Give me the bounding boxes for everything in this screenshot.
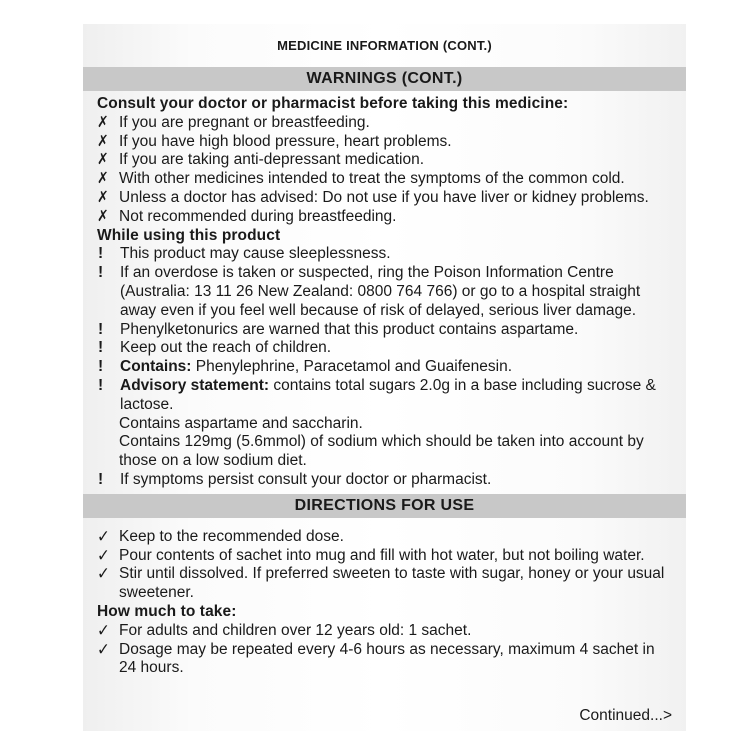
cross-mark-icon: ✗ bbox=[97, 151, 109, 169]
directions-section-bar: DIRECTIONS FOR USE bbox=[83, 494, 686, 518]
list-item-text: If you have high blood pressure, heart problems. bbox=[119, 132, 452, 150]
list-item-text: If symptoms persist consult your doctor or pharmacist. bbox=[120, 470, 492, 488]
list-item bbox=[97, 547, 676, 566]
check-mark-icon: ✓ bbox=[97, 620, 110, 640]
list-item bbox=[97, 151, 676, 170]
exclamation-icon: ! bbox=[98, 339, 104, 357]
continued-label: Continued...> bbox=[579, 707, 672, 724]
list-item-text: Pour contents of sachet into mug and fill with hot water, but not boiling water. bbox=[119, 546, 645, 564]
contains-value: Phenylephrine, Paracetamol and Guaifenesin. bbox=[191, 358, 513, 376]
list-item bbox=[97, 208, 676, 227]
list-item bbox=[97, 133, 676, 152]
advisory-label: Advisory statement: bbox=[120, 376, 270, 394]
list-item bbox=[97, 264, 676, 320]
exclamation-icon: ! bbox=[98, 264, 104, 282]
directions-section bbox=[83, 518, 686, 678]
advisory-value: contains total sugars 2.0g in a base including sucrose & lactose. bbox=[120, 376, 656, 413]
list-item-text: If an overdose is taken or suspected, ring the Poison Information Centre (Australia: 13 11 26 New Zealand: 0800 764 766) or go to a hospital straight away even if you feel well because of risk of delayed, serious liver damage. bbox=[120, 264, 641, 319]
list-item-text: For adults and children over 12 years old: 1 sachet. bbox=[119, 621, 472, 639]
check-mark-icon: ✓ bbox=[97, 545, 110, 565]
warnings-section bbox=[83, 91, 686, 490]
list-item-text: Not recommended during breastfeeding. bbox=[119, 207, 397, 225]
advisory-text bbox=[120, 377, 676, 415]
list-item-text: This product may cause sleeplessness. bbox=[120, 245, 391, 263]
list-item-text: Keep to the recommended dose. bbox=[119, 527, 344, 545]
exclamation-icon: ! bbox=[98, 470, 104, 488]
exclamation-icon: ! bbox=[98, 320, 104, 338]
check-mark-icon: ✓ bbox=[97, 639, 110, 659]
list-item bbox=[97, 471, 676, 490]
advisory-item bbox=[97, 377, 676, 415]
exclamation-icon: ! bbox=[98, 358, 104, 376]
page-title: MEDICINE INFORMATION (CONT.) bbox=[277, 38, 492, 53]
exclamation-icon: ! bbox=[98, 245, 104, 263]
list-item bbox=[97, 528, 676, 547]
warnings-section-bar: WARNINGS (CONT.) bbox=[83, 67, 686, 91]
while-using-heading: While using this product bbox=[97, 226, 281, 244]
list-item-text: Unless a doctor has advised: Do not use if you have liver or kidney problems. bbox=[119, 188, 649, 206]
cross-mark-icon: ✗ bbox=[97, 132, 109, 150]
advisory-paragraph: Contains 129mg (5.6mmol) of sodium which should be taken into account by those on a low sodium diet. bbox=[119, 433, 644, 470]
list-item bbox=[97, 339, 676, 358]
contains-text bbox=[120, 358, 676, 377]
list-item-text: Phenylketonurics are warned that this product contains aspartame. bbox=[120, 320, 579, 338]
list-item bbox=[97, 245, 676, 264]
list-item-text: Stir until dissolved. If preferred sweeten to taste with sugar, honey or your usual sweetener. bbox=[119, 565, 665, 602]
contains-label: Contains: bbox=[120, 358, 192, 376]
list-item-text: Keep out the reach of children. bbox=[120, 339, 332, 357]
check-mark-icon: ✓ bbox=[97, 526, 110, 546]
list-item bbox=[97, 170, 676, 189]
cross-mark-icon: ✗ bbox=[97, 113, 109, 131]
list-item-text: Dosage may be repeated every 4-6 hours as necessary, maximum 4 sachet in 24 hours. bbox=[119, 640, 655, 677]
list-item bbox=[97, 565, 676, 603]
medicine-info-panel bbox=[83, 24, 686, 731]
cross-mark-icon: ✗ bbox=[97, 170, 109, 188]
list-item bbox=[97, 114, 676, 133]
advisory-paragraph: Contains aspartame and saccharin. bbox=[119, 414, 363, 432]
list-item bbox=[97, 189, 676, 208]
list-item-text: If you are pregnant or breastfeeding. bbox=[119, 113, 370, 131]
exclamation-icon: ! bbox=[98, 376, 104, 394]
list-item-text: With other medicines intended to treat the symptoms of the common cold. bbox=[119, 170, 625, 188]
cross-mark-icon: ✗ bbox=[97, 207, 109, 225]
check-mark-icon: ✓ bbox=[97, 564, 110, 584]
contains-item bbox=[97, 358, 676, 377]
list-item bbox=[97, 622, 676, 641]
cross-mark-icon: ✗ bbox=[97, 188, 109, 206]
consult-heading: Consult your doctor or pharmacist before taking this medicine: bbox=[97, 95, 569, 112]
list-item bbox=[97, 321, 676, 340]
list-item-text: If you are taking anti-depressant medication. bbox=[119, 151, 425, 169]
how-much-heading: How much to take: bbox=[97, 602, 237, 620]
list-item bbox=[97, 641, 676, 679]
